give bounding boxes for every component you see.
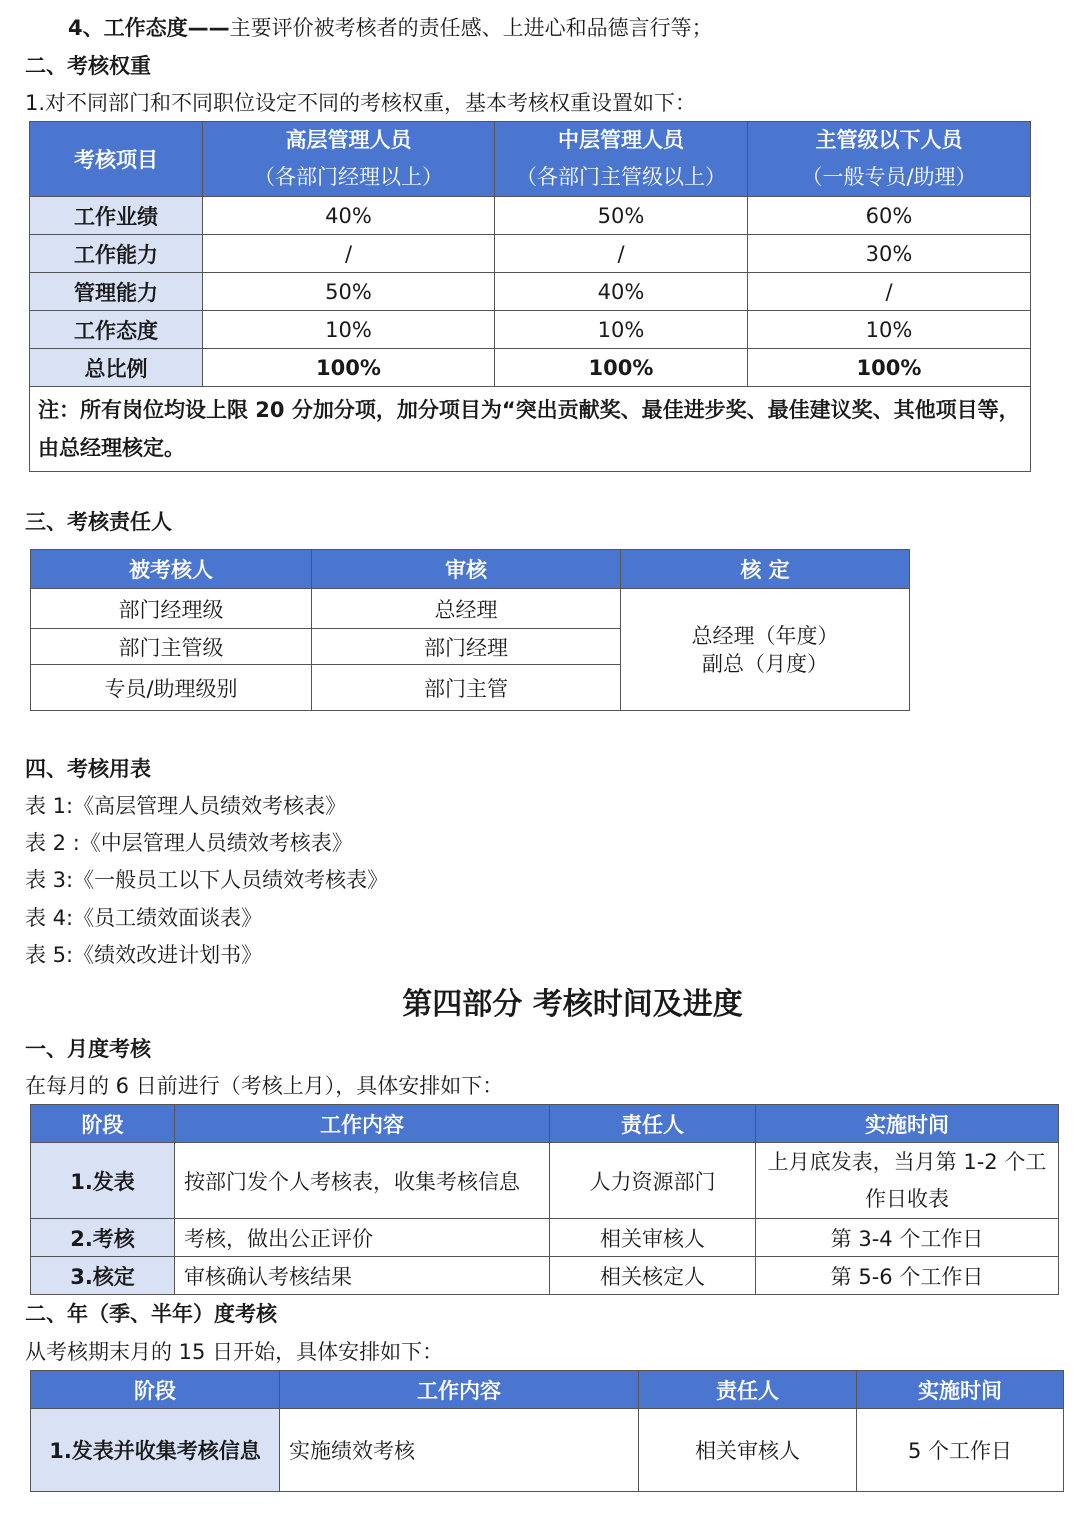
col-time: 实施时间 bbox=[857, 1371, 1064, 1409]
col-review: 审核 bbox=[312, 550, 621, 589]
stage-cell: 1.发表 bbox=[31, 1143, 175, 1219]
table-cell: 50% bbox=[495, 197, 748, 235]
part4-title: 第四部分 考核时间及进度 bbox=[402, 987, 743, 1022]
col-content: 工作内容 bbox=[175, 1105, 550, 1143]
table-cell: 部门经理级 bbox=[31, 589, 312, 629]
approve-line-1: 总经理（年度） bbox=[691, 623, 839, 648]
responsible-table bbox=[30, 549, 910, 711]
content-cell: 审核确认考核结果 bbox=[175, 1257, 550, 1295]
col-approve: 核 定 bbox=[621, 550, 910, 589]
owner-cell: 相关审核人 bbox=[639, 1409, 857, 1492]
time-cell: 上月底发表，当月第 1-2 个工作日收表 bbox=[756, 1143, 1059, 1219]
weight-col-staff bbox=[748, 122, 1031, 197]
content-cell: 实施绩效考核 bbox=[280, 1409, 639, 1492]
table-row bbox=[30, 235, 1031, 273]
table-cell: 100% bbox=[203, 349, 495, 387]
weight-col-item: 考核项目 bbox=[30, 122, 203, 197]
table-row bbox=[30, 311, 1031, 349]
row-label: 总比例 bbox=[30, 349, 203, 387]
item4-line bbox=[68, 13, 713, 43]
col-owner: 责任人 bbox=[639, 1371, 857, 1409]
owner-cell: 相关审核人 bbox=[550, 1219, 756, 1257]
table-row bbox=[30, 197, 1031, 235]
table-cell: 40% bbox=[203, 197, 495, 235]
table-row bbox=[31, 1409, 1064, 1492]
table-cell: 40% bbox=[495, 273, 748, 311]
owner-cell: 人力资源部门 bbox=[550, 1143, 756, 1219]
monthly-desc: 在每月的 6 日前进行（考核上月），具体安排如下： bbox=[25, 1074, 504, 1098]
item4-text: 主要评价被考核者的责任感、上进心和品德言行等； bbox=[229, 16, 713, 40]
approve-line-2: 副总（月度） bbox=[702, 651, 828, 676]
monthly-table bbox=[30, 1104, 1059, 1295]
annual-desc: 从考核期末月的 15 日开始，具体安排如下： bbox=[25, 1340, 444, 1364]
table-row bbox=[30, 273, 1031, 311]
section2-heading: 二、考核权重 bbox=[25, 54, 151, 78]
annual-table bbox=[30, 1370, 1064, 1492]
row-label: 工作能力 bbox=[30, 235, 203, 273]
monthly-table-header bbox=[31, 1105, 1059, 1143]
table-cell: 100% bbox=[495, 349, 748, 387]
table-cell: 50% bbox=[203, 273, 495, 311]
table-row bbox=[31, 589, 910, 629]
section2-desc: 1.对不同部门和不同职位设定不同的考核权重，基本考核权重设置如下： bbox=[25, 91, 697, 115]
table-cell: 部门主管 bbox=[312, 665, 621, 711]
table-row bbox=[31, 1143, 1059, 1219]
annual-heading: 二、年（季、半年）度考核 bbox=[25, 1302, 277, 1326]
col-stage: 阶段 bbox=[31, 1371, 280, 1409]
time-cell: 第 3-4 个工作日 bbox=[756, 1219, 1059, 1257]
table-cell: 10% bbox=[495, 311, 748, 349]
annual-table-header bbox=[31, 1371, 1064, 1409]
table-row bbox=[31, 1257, 1059, 1295]
weight-col-middle-title: 中层管理人员 bbox=[558, 128, 684, 152]
time-cell: 第 5-6 个工作日 bbox=[756, 1257, 1059, 1295]
weight-note: 注：所有岗位均设上限 20 分加分项，加分项目为“突出贡献奖、最佳进步奖、最佳建议奖、其他项目等，由总经理核定。 bbox=[30, 387, 1031, 472]
col-person: 被考核人 bbox=[31, 550, 312, 589]
table-cell: 30% bbox=[748, 235, 1031, 273]
table-row bbox=[31, 1219, 1059, 1257]
table-cell: 10% bbox=[203, 311, 495, 349]
weight-table-header bbox=[30, 122, 1031, 197]
stage-cell: 1.发表并收集考核信息 bbox=[31, 1409, 280, 1492]
weight-col-staff-title: 主管级以下人员 bbox=[815, 128, 963, 152]
weight-note-row bbox=[30, 387, 1031, 472]
table-cell: / bbox=[203, 235, 495, 273]
table-cell: / bbox=[495, 235, 748, 273]
stage-cell: 2.考核 bbox=[31, 1219, 175, 1257]
row-label: 工作业绩 bbox=[30, 197, 203, 235]
col-content: 工作内容 bbox=[280, 1371, 639, 1409]
form-item-4: 表 4:《员工绩效面谈表》 bbox=[25, 906, 263, 930]
section4-heading: 四、考核用表 bbox=[25, 757, 151, 781]
weight-col-middle bbox=[495, 122, 748, 197]
table-cell: 100% bbox=[748, 349, 1031, 387]
content-cell: 按部门发个人考核表，收集考核信息 bbox=[175, 1143, 550, 1219]
row-label: 管理能力 bbox=[30, 273, 203, 311]
form-item-3: 表 3:《一般员工以下人员绩效考核表》 bbox=[25, 868, 389, 892]
table-cell: / bbox=[748, 273, 1031, 311]
weight-table bbox=[29, 121, 1031, 472]
table-cell: 部门主管级 bbox=[31, 629, 312, 665]
table-cell: 部门经理 bbox=[312, 629, 621, 665]
form-item-5: 表 5:《绩效改进计划书》 bbox=[25, 943, 263, 967]
col-stage: 阶段 bbox=[31, 1105, 175, 1143]
table-cell: 10% bbox=[748, 311, 1031, 349]
owner-cell: 相关核定人 bbox=[550, 1257, 756, 1295]
monthly-heading: 一、月度考核 bbox=[25, 1037, 151, 1061]
responsible-table-header bbox=[31, 550, 910, 589]
weight-col-senior-title: 高层管理人员 bbox=[285, 128, 412, 152]
section3-heading: 三、考核责任人 bbox=[25, 510, 172, 534]
weight-col-middle-sub: （各部门主管级以上） bbox=[516, 165, 726, 189]
item4-label: 4、工作态度—— bbox=[68, 16, 230, 40]
table-cell: 总经理 bbox=[312, 589, 621, 629]
weight-col-staff-sub: （一般专员/助理） bbox=[801, 165, 977, 189]
weight-col-senior-sub: （各部门经理以上） bbox=[254, 165, 443, 189]
col-time: 实施时间 bbox=[756, 1105, 1059, 1143]
form-item-1: 表 1:《高层管理人员绩效考核表》 bbox=[25, 794, 347, 818]
approve-cell bbox=[621, 589, 910, 711]
weight-col-senior bbox=[203, 122, 495, 197]
form-item-2: 表 2 :《中层管理人员绩效考核表》 bbox=[25, 831, 353, 855]
table-cell: 60% bbox=[748, 197, 1031, 235]
col-owner: 责任人 bbox=[550, 1105, 756, 1143]
row-label: 工作态度 bbox=[30, 311, 203, 349]
stage-cell: 3.核定 bbox=[31, 1257, 175, 1295]
time-cell: 5 个工作日 bbox=[857, 1409, 1064, 1492]
table-cell: 专员/助理级别 bbox=[31, 665, 312, 711]
content-cell: 考核，做出公正评价 bbox=[175, 1219, 550, 1257]
table-row-total bbox=[30, 349, 1031, 387]
